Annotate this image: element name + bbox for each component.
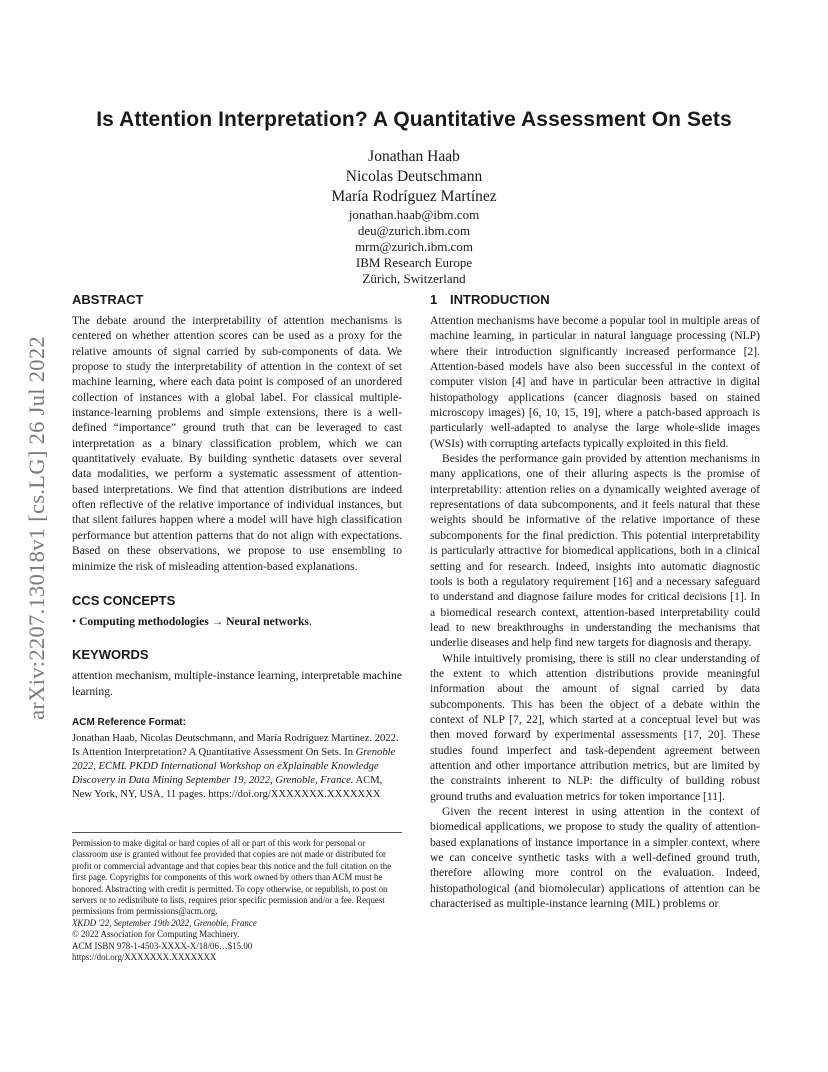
institution: IBM Research Europe [355, 255, 473, 270]
reference-format-text [72, 732, 402, 802]
ccs-concept-label: Computing methodologies → Neural networks [78, 614, 309, 628]
reference-format-heading: ACM Reference Format: [72, 716, 186, 728]
bullet: • [72, 614, 77, 628]
author-block [0, 147, 828, 287]
doi-line: https://doi.org/XXXXXXX.XXXXXXX [72, 952, 217, 963]
abstract-heading: ABSTRACT [72, 292, 144, 307]
section-title: INTRODUCTION [450, 292, 550, 307]
section-number: 1 [430, 292, 438, 307]
keywords-heading: KEYWORDS [72, 647, 149, 663]
paper-title: Is Attention Interpretation? A Quantitative Assessment On Sets [96, 108, 732, 131]
arxiv-stamp [25, 300, 49, 755]
author-email: deu@zurich.ibm.com [357, 223, 471, 238]
isbn-line: ACM ISBN 978-1-4503-XXXX-X/18/06…$15.00 [72, 940, 253, 951]
reference-venue: Grenoble 2022, ECML PKDD International Workshop on eXplainable Knowledge Discovery in Data Mining September 19, 2022, Grenoble, France. [72, 747, 396, 787]
left-column [72, 291, 402, 802]
intro-paragraph: Besides the performance gain provided by attention mechanisms in many applications, one of their alluring aspects is the promise of interpretability: attention relies on a dynamically weighted average of representations of data subcomponents, and it feels natural that these weights should be informative of the relative importance of these subcomponents for the final prediction. This potential interpretability is particularly attractive for biomedical applications, both in a clinical setting and for research. Indeed, insights into automatic diagnostic tools is both a regulatory requirement [16] and a necessary safeguard to understand and diagnose failure modes for critical decisions [1]. In a biomedical research context, attention-based interpretability could lead to new breakthroughs in understanding the mechanisms that underlie diseases and help find new targets for diagnosis and therapy. [430, 452, 760, 650]
author-email: mrm@zurich.ibm.com [354, 239, 474, 254]
ccs-concept [72, 614, 402, 629]
reference-text: Jonathan Haab, Nicolas Deutschmann, and María Rodríguez Martínez. 2022. Is Attention Interpretation? A Quantitative Assessment On Sets. In [72, 733, 399, 759]
keywords-text: attention mechanism, multiple-instance learning, interpretable machine learning. [72, 669, 402, 698]
introduction-heading [430, 291, 760, 308]
copyright-line: © 2022 Association for Computing Machinery. [72, 929, 240, 940]
arxiv-stamp-text: arXiv:2207.13018v1 [cs.LG] 26 Jul 2022 [24, 336, 49, 720]
permission-notice [72, 832, 402, 963]
abstract-text: The debate around the interpretability of attention mechanisms is centered on whether attention scores can be used as a proxy for the relative amounts of signal carried by sub-components of data. We propose to study the interpretability of attention in the context of set machine learning, where each data point is composed of an unordered collection of instances with a global label. For classical multiple-instance-learning problems and simple extensions, there is a well-defined “importance” ground truth that can be leveraged to cast interpretation as a binary classification problem, which we can quantitatively evaluate. By building synthetic datasets over several data modalities, we perform a systematic assessment of attention-based interpretations. We find that attention distributions are indeed often reflective of the relative importance of individual instances, but that silent failures happen where a model will have high classification performance but attention patterns that do not align with expectations. Based on these observations, we propose to use ensembling to minimize the risk of misleading attention-based explanations. [72, 314, 402, 573]
author-name: María Rodríguez Martínez [331, 188, 497, 205]
author-name: Jonathan Haab [368, 148, 460, 165]
intro-paragraph: Attention mechanisms have become a popular tool in multiple areas of machine learning, in particular in natural language processing (NLP) where their introduction significantly increased performance [2]. Attention-based models have also been successful in the context of computer vision [4] and have in particular been attractive in digital histopathology applications (cancer diagnosis based on stained microscopy images) [6, 10, 15, 19], where a patch-based approach is particularly well-adapted to analyse the large whole-slide images (WSIs) with corrupting artefacts typically exploited in this field. [430, 314, 760, 450]
venue-line: XKDD '22, September 19th 2022, Grenoble, France [72, 917, 257, 928]
reference-tail: ACM, New York, NY, USA, 11 pages. https://doi.org/XXXXXXX.XXXXXXX [72, 775, 383, 801]
author-email: jonathan.haab@ibm.com [348, 207, 480, 222]
intro-paragraph: Given the recent interest in using attention in the context of biomedical applications, we propose to study the quality of attention-based explanations of instance importance in a simpler context, where we can conceive synthetic tasks with a well-defined ground truth, therefore allowing more control on the evaluation. Indeed, histopathological (and biomolecular) applications of attention can be characterised as multiple-instance learning (MIL) problems or [430, 805, 760, 911]
ccs-heading: CCS CONCEPTS [72, 592, 176, 608]
permission-text: Permission to make digital or hard copies of all or part of this work for personal or classroom use is granted without fee provided that copies are not made or distributed for profit or commercial advantage and that copies bear this notice and the full citation on the first page. Copyrights for components of this work owned by others than ACM must be honored. Abstracting with credit is permitted. To copy otherwise, or republish, to post on servers or to redistribute to lists, requires prior specific permission and/or a fee. Request permissions from permissions@acm.org. [72, 838, 392, 917]
author-name: Nicolas Deutschmann [345, 168, 483, 185]
intro-paragraph: While intuitively promising, there is still no clear understanding of the extent to which attention distributions provide meaningful information about the amount of signal carried by data subcomponents. This has been the object of a debate within the context of NLP [7, 22], which started at a conceptual level but was then moved forward by experimental assessments [17, 20]. These studies found imperfect and task-dependent agreement between attention and other importance attribution metrics, but are limited by the constraints inherent to NLP: the difficulty of building robust ground truths and evaluation metrics for token importance [11]. [430, 651, 760, 803]
location: Zürich, Switzerland [362, 271, 466, 286]
ccs-suffix: . [308, 614, 312, 628]
right-column [430, 291, 760, 911]
